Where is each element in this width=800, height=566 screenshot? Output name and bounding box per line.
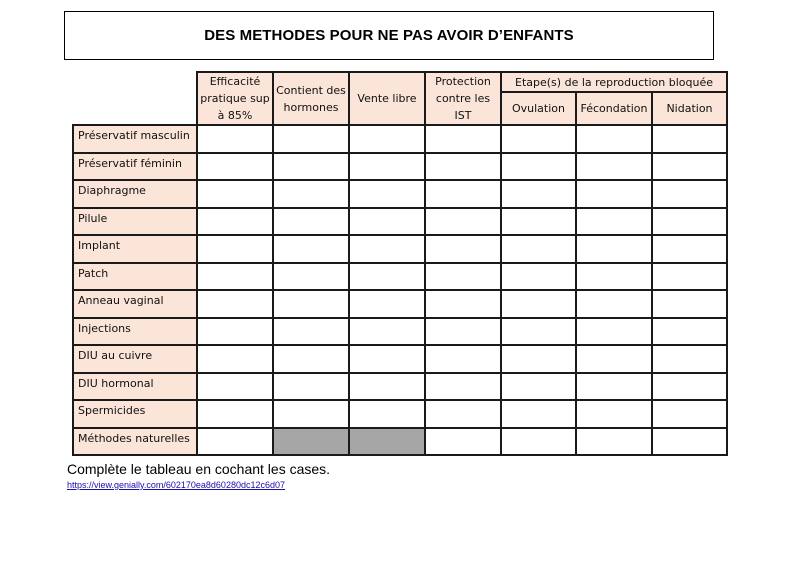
group-header-etapes: Etape(s) de la reproduction bloquée [501,72,727,92]
answer-cell[interactable] [349,125,425,153]
genially-link[interactable]: https://view.genially.com/602170ea8d60280dc12c6d07 [67,480,285,490]
answer-cell[interactable] [273,290,349,318]
answer-cell[interactable] [501,263,576,291]
answer-cell[interactable] [273,235,349,263]
answer-cell[interactable] [349,208,425,236]
answer-cell[interactable] [501,400,576,428]
disabled-cell [273,428,349,456]
row-label: DIU hormonal [73,373,197,401]
answer-cell[interactable] [349,235,425,263]
title-box [64,11,714,60]
table-row [73,263,727,291]
answer-cell[interactable] [197,318,273,346]
answer-cell[interactable] [425,345,501,373]
answer-cell[interactable] [349,400,425,428]
answer-cell[interactable] [425,400,501,428]
answer-cell[interactable] [501,125,576,153]
answer-cell[interactable] [652,345,727,373]
answer-cell[interactable] [273,345,349,373]
answer-cell[interactable] [501,345,576,373]
row-label: Diaphragme [73,180,197,208]
answer-cell[interactable] [652,153,727,181]
answer-cell[interactable] [425,235,501,263]
answer-cell[interactable] [197,428,273,456]
col-header-vente-libre: Vente libre [349,72,425,125]
row-label: Préservatif féminin [73,153,197,181]
row-label: Spermicides [73,400,197,428]
answer-cell[interactable] [652,180,727,208]
answer-cell[interactable] [501,180,576,208]
answer-cell[interactable] [425,290,501,318]
answer-cell[interactable] [652,235,727,263]
answer-cell[interactable] [349,290,425,318]
table-row [73,318,727,346]
answer-cell[interactable] [576,153,652,181]
answer-cell[interactable] [501,290,576,318]
row-label: Implant [73,235,197,263]
disabled-cell [349,428,425,456]
table-row [73,428,727,456]
answer-cell[interactable] [425,263,501,291]
table-row [73,400,727,428]
answer-cell[interactable] [349,373,425,401]
answer-cell[interactable] [425,180,501,208]
table-row [73,235,727,263]
answer-cell[interactable] [576,345,652,373]
answer-cell[interactable] [197,125,273,153]
answer-cell[interactable] [501,153,576,181]
answer-cell[interactable] [425,208,501,236]
table-row [73,125,727,153]
table-row [73,153,727,181]
sub-header-fecondation: Fécondation [576,92,652,125]
table-row [73,373,727,401]
row-label: Patch [73,263,197,291]
answer-cell[interactable] [576,235,652,263]
answer-cell[interactable] [425,318,501,346]
page-title: DES METHODES POUR NE PAS AVOIR D’ENFANTS [204,27,574,44]
table-row [73,180,727,208]
answer-cell[interactable] [576,400,652,428]
row-label: Méthodes naturelles [73,428,197,456]
col-header-hormones: Contient des hormones [273,72,349,125]
table-body [73,125,727,455]
table-row [73,290,727,318]
answer-cell[interactable] [576,290,652,318]
answer-cell[interactable] [576,263,652,291]
answer-cell[interactable] [652,125,727,153]
row-label: Préservatif masculin [73,125,197,153]
row-label: DIU au cuivre [73,345,197,373]
answer-cell[interactable] [197,400,273,428]
answer-cell[interactable] [273,318,349,346]
answer-cell[interactable] [349,345,425,373]
row-label: Pilule [73,208,197,236]
answer-cell[interactable] [576,180,652,208]
answer-cell[interactable] [576,428,652,456]
answer-cell[interactable] [652,318,727,346]
answer-cell[interactable] [349,263,425,291]
answer-cell[interactable] [501,235,576,263]
answer-cell[interactable] [197,345,273,373]
row-label: Anneau vaginal [73,290,197,318]
answer-cell[interactable] [197,153,273,181]
answer-cell[interactable] [425,428,501,456]
answer-cell[interactable] [273,263,349,291]
answer-cell[interactable] [425,125,501,153]
instruction-text: Complète le tableau en cochant les cases. [67,461,331,477]
answer-cell[interactable] [652,290,727,318]
answer-cell[interactable] [425,153,501,181]
answer-cell[interactable] [349,318,425,346]
answer-cell[interactable] [652,400,727,428]
col-header-protection-ist: Protection contre les IST [425,72,501,125]
answer-cell[interactable] [273,400,349,428]
table-row [73,345,727,373]
answer-cell[interactable] [425,373,501,401]
answer-cell[interactable] [652,428,727,456]
answer-cell[interactable] [197,208,273,236]
row-label: Injections [73,318,197,346]
table-row [73,208,727,236]
answer-cell[interactable] [349,153,425,181]
methods-table [72,71,728,456]
answer-cell[interactable] [349,180,425,208]
answer-cell[interactable] [501,428,576,456]
answer-cell[interactable] [652,373,727,401]
corner-blank [73,72,197,125]
answer-cell[interactable] [197,290,273,318]
col-header-efficacite: Efficacité pratique sup à 85% [197,72,273,125]
answer-cell[interactable] [501,373,576,401]
answer-cell[interactable] [273,208,349,236]
answer-cell[interactable] [576,373,652,401]
answer-cell[interactable] [576,208,652,236]
answer-cell[interactable] [197,373,273,401]
answer-cell[interactable] [273,153,349,181]
answer-cell[interactable] [501,208,576,236]
answer-cell[interactable] [197,235,273,263]
answer-cell[interactable] [273,373,349,401]
sub-header-nidation: Nidation [652,92,727,125]
answer-cell[interactable] [197,263,273,291]
answer-cell[interactable] [652,263,727,291]
answer-cell[interactable] [197,180,273,208]
answer-cell[interactable] [273,180,349,208]
sub-header-ovulation: Ovulation [501,92,576,125]
answer-cell[interactable] [501,318,576,346]
answer-cell[interactable] [652,208,727,236]
answer-cell[interactable] [576,125,652,153]
answer-cell[interactable] [576,318,652,346]
answer-cell[interactable] [273,125,349,153]
